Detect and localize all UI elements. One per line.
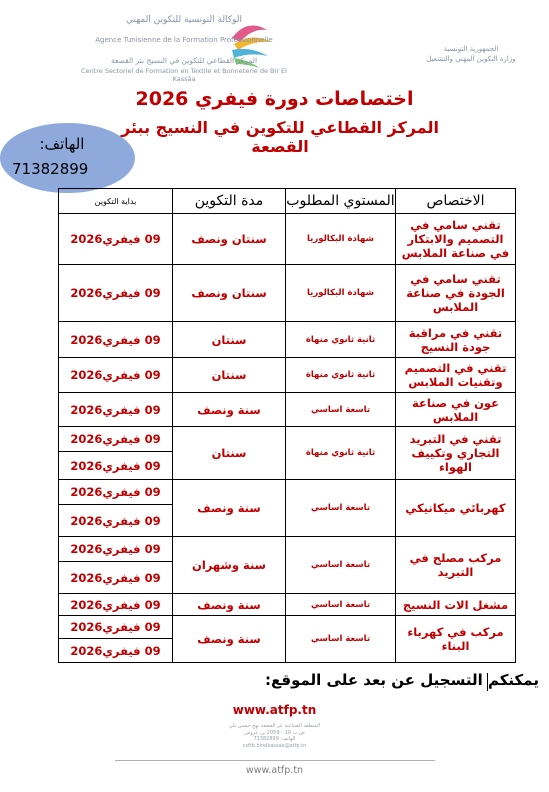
agency-name-ar: الوكالة التونسية للتكوين المهني xyxy=(126,15,242,25)
start-cell: 09 فيفري2026 xyxy=(59,452,173,480)
duration-cell: سنتان xyxy=(173,358,286,393)
table-row xyxy=(59,594,516,616)
start-cell: 09 فيفري2026 xyxy=(59,537,173,562)
start-cell: 09 فيفري2026 xyxy=(59,322,173,358)
session-title: اختصاصات دورة فيفري 2026 xyxy=(135,88,414,110)
start-cell: 09 فيفري2026 xyxy=(59,616,173,639)
duration-cell: سنتان xyxy=(173,322,286,358)
center-name-ar: المركز القطاعي للتكوين في النسيج بئر القصعة xyxy=(110,56,258,65)
specialty-cell: تقني في مراقبة جودة النسيج xyxy=(396,322,516,358)
specialty-cell: تقني سامي في الجودة في صناعة الملابس xyxy=(396,265,516,322)
level-cell: شهادة البكالوريا xyxy=(286,214,396,265)
footer-address-line-1: المنطقة الصناعية بئر القصعة نهج حسين بلي xyxy=(228,723,321,729)
header-level: المستوي المطلوب xyxy=(286,189,396,214)
start-cell: 09 فيفري2026 xyxy=(59,393,173,427)
specialty-cell: تقني سامي في التصميم والابتكار في صناعة الملابس xyxy=(396,214,516,265)
ministry-line-2: وزارة التكوين المهني والتشغيل xyxy=(426,55,516,63)
specialty-cell: كهربائي ميكانيكي xyxy=(396,480,516,537)
register-text: يمكنكم التسجيل عن بعد على الموقع: xyxy=(265,671,539,689)
table-row xyxy=(59,537,516,562)
level-cell: ثانية ثانوي منهاة xyxy=(286,427,396,480)
table-row xyxy=(59,358,516,393)
footer-website[interactable]: www.atfp.tn xyxy=(245,765,304,776)
duration-cell: سنة ونصف xyxy=(173,616,286,663)
start-cell: 09 فيفري2026 xyxy=(59,214,173,265)
specialty-cell: تقني في التبريد التجاري وتكييف الهواء xyxy=(396,427,516,480)
start-cell: 09 فيفري2026 xyxy=(59,480,173,505)
level-cell: ثانية ثانوي منهاة xyxy=(286,322,396,358)
header-left xyxy=(60,10,308,90)
table-row xyxy=(59,616,516,639)
level-cell: تاسعة اساسي xyxy=(286,594,396,616)
header-duration: مدة التكوين xyxy=(173,189,286,214)
agency-name-en: Agence Tunisienne de la Formation Professionnelle xyxy=(95,36,273,44)
specialty-cell: مشغل الات النسيج xyxy=(396,594,516,616)
phone-oval xyxy=(0,123,135,193)
specialty-cell: مركب في كهرباء البناء xyxy=(396,616,516,663)
table-row xyxy=(59,214,516,265)
duration-cell: سنتان xyxy=(173,427,286,480)
start-cell: 09 فيفري2026 xyxy=(59,265,173,322)
header-specialty: الاختصاص xyxy=(396,189,516,214)
table-row xyxy=(59,322,516,358)
level-cell: ثانية ثانوي منهاة xyxy=(286,358,396,393)
level-cell: تاسعة اساسي xyxy=(286,393,396,427)
duration-cell: سنتان ونصف xyxy=(173,214,286,265)
specialty-cell: مركب مصلح في التبريد xyxy=(396,537,516,594)
table-row xyxy=(59,265,516,322)
footer-divider xyxy=(115,760,435,761)
specialty-cell: تقني في التصميم وتقنيات الملابس xyxy=(396,358,516,393)
duration-cell: سنة وشهران xyxy=(173,537,286,594)
start-cell: 09 فيفري2026 xyxy=(59,427,173,452)
phone-label: الهاتف: xyxy=(39,135,85,153)
table-row xyxy=(59,393,516,427)
header-start: بداية التكوين xyxy=(59,189,173,214)
ministry-line-1: الجمهورية التونسية xyxy=(443,45,499,53)
level-cell: شهادة البكالوريا xyxy=(286,265,396,322)
start-cell: 09 فيفري2026 xyxy=(59,639,173,663)
footer-address xyxy=(200,723,349,749)
ministry-header xyxy=(411,44,531,64)
footer-email: csftb.birelkassaa@atfp.tn xyxy=(242,742,307,749)
table-row xyxy=(59,480,516,505)
duration-cell: سنة ونصف xyxy=(173,393,286,427)
duration-cell: سنة ونصف xyxy=(173,594,286,616)
start-cell: 09 فيفري2026 xyxy=(59,594,173,616)
table-row xyxy=(59,427,516,452)
center-name-fr: Centre Sectoriel de Formation en Textile et Bonneterie de Bir El Kassâa xyxy=(81,67,287,83)
table-header-row xyxy=(59,189,516,214)
duration-cell: سنة ونصف xyxy=(173,480,286,537)
specialty-cell: عون في صناعة الملابس xyxy=(396,393,516,427)
phone-number: 71382899 xyxy=(12,160,89,178)
level-cell: تاسعة اساسي xyxy=(286,616,396,663)
center-title: المركز القطاعي للتكوين في النسيج ببئر القصعة xyxy=(121,118,439,156)
start-cell: 09 فيفري2026 xyxy=(59,358,173,393)
footer-address-line-2: ص ب 19 - 2059 بن عروس xyxy=(244,729,305,736)
start-cell: 09 فيفري2026 xyxy=(59,505,173,537)
website-link[interactable]: www.atfp.tn xyxy=(232,703,317,717)
level-cell: تاسعة اساسي xyxy=(286,537,396,594)
duration-cell: سنتان ونصف xyxy=(173,265,286,322)
specialties-table xyxy=(58,188,516,663)
footer-phone: الهاتف: 71382899 xyxy=(253,736,296,742)
level-cell: تاسعة اساسي xyxy=(286,480,396,537)
start-cell: 09 فيفري2026 xyxy=(59,562,173,594)
